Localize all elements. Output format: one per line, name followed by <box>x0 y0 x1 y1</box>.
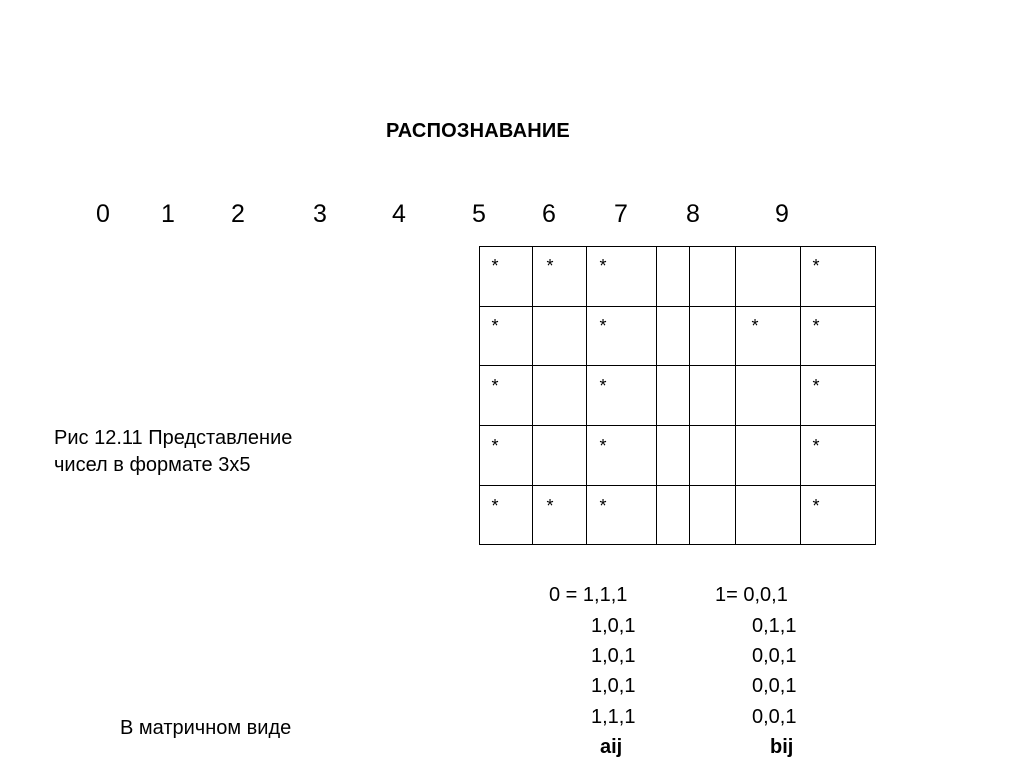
asterisk-mark: * <box>599 436 607 456</box>
encoding-row: 0,0,1 <box>752 706 797 728</box>
asterisk-mark: * <box>812 316 820 336</box>
grid-line <box>875 246 876 545</box>
encoding-row: 0 = 1,1,1 <box>549 584 628 606</box>
grid-line <box>479 365 876 366</box>
digit-label: 0 <box>96 200 110 228</box>
matrix-name: aij <box>600 736 623 758</box>
grid-line <box>479 544 876 545</box>
asterisk-mark: * <box>491 376 499 396</box>
asterisk-mark: * <box>812 436 820 456</box>
grid-line <box>479 246 480 545</box>
grid-line <box>479 425 876 426</box>
caption-line: чисел в формате 3х5 <box>54 454 251 476</box>
encoding-row: 0,0,1 <box>752 675 797 697</box>
encoding-row: 1,0,1 <box>591 675 636 697</box>
asterisk-mark: * <box>812 496 820 516</box>
digit-label: 6 <box>542 200 556 228</box>
asterisk-mark: * <box>491 436 499 456</box>
encoding-row: 1,0,1 <box>591 645 636 667</box>
asterisk-mark: * <box>491 256 499 276</box>
digit-label: 3 <box>313 200 327 228</box>
asterisk-mark: * <box>546 496 554 516</box>
matrix-name: bij <box>770 736 794 758</box>
digit-label: 4 <box>392 200 406 228</box>
digit-matrix-grid <box>479 246 876 545</box>
caption-line: Рис 12.11 Представление <box>54 427 293 449</box>
figure-caption <box>54 425 292 479</box>
encoding-row: 1= 0,0,1 <box>715 584 788 606</box>
digit-label: 1 <box>161 200 175 228</box>
digit-label: 7 <box>614 200 628 228</box>
asterisk-mark: * <box>599 256 607 276</box>
grid-line <box>689 246 690 545</box>
digit-label: 5 <box>472 200 486 228</box>
grid-line <box>479 246 876 247</box>
asterisk-mark: * <box>546 256 554 276</box>
grid-line <box>586 246 587 545</box>
matrix-form-label: В матричном виде <box>120 717 292 739</box>
asterisk-mark: * <box>812 376 820 396</box>
digit-label: 2 <box>231 200 245 228</box>
encoding-row: 0,0,1 <box>752 645 797 667</box>
grid-line <box>479 485 876 486</box>
asterisk-mark: * <box>599 376 607 396</box>
grid-line <box>532 246 533 545</box>
asterisk-mark: * <box>812 256 820 276</box>
encoding-row: 0,1,1 <box>752 615 797 637</box>
digit-label: 9 <box>775 200 789 228</box>
asterisk-mark: * <box>599 316 607 336</box>
grid-line <box>479 306 876 307</box>
encoding-row: 1,1,1 <box>591 706 636 728</box>
digit-label: 8 <box>686 200 700 228</box>
page-title: РАСПОЗНАВАНИЕ <box>386 120 570 142</box>
grid-line <box>656 246 657 545</box>
grid-line <box>735 246 736 545</box>
asterisk-mark: * <box>751 316 759 336</box>
asterisk-mark: * <box>599 496 607 516</box>
encoding-row: 1,0,1 <box>591 615 636 637</box>
asterisk-mark: * <box>491 316 499 336</box>
asterisk-mark: * <box>491 496 499 516</box>
grid-line <box>800 246 801 545</box>
